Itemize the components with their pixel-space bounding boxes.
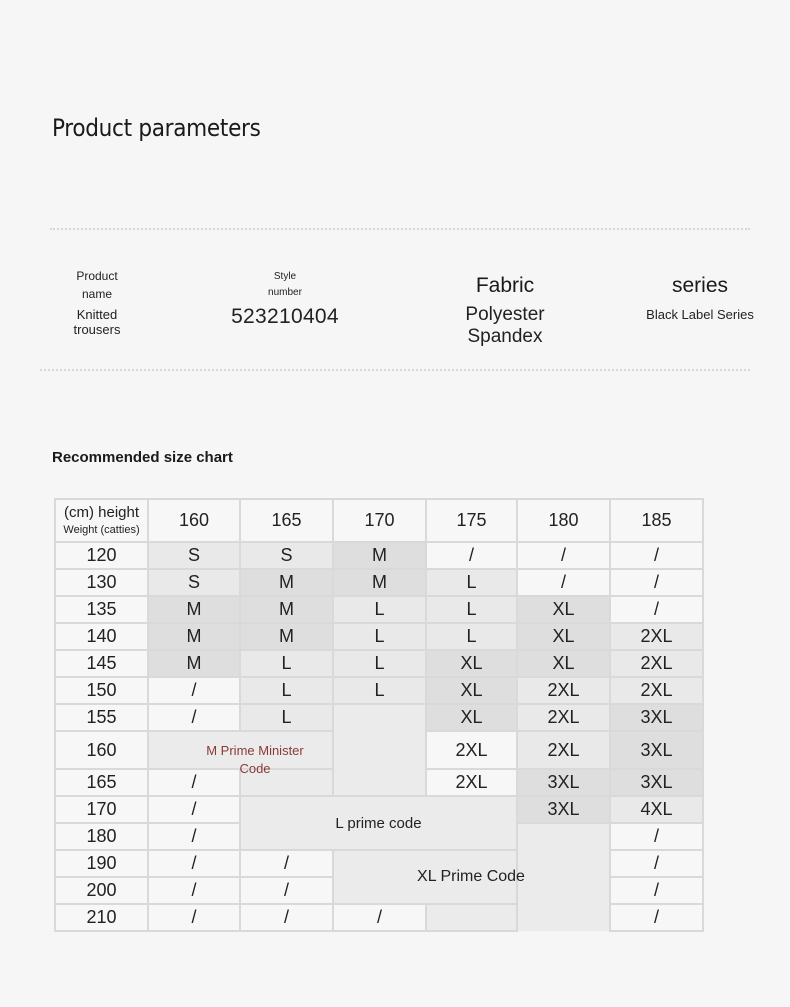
param-style-number xyxy=(230,269,340,329)
size-cell: / xyxy=(148,796,240,823)
series-label: series xyxy=(671,274,729,297)
weight-cell: 170 xyxy=(55,796,148,823)
table-header-row xyxy=(55,499,703,542)
size-cell: S xyxy=(148,542,240,569)
size-cell: 2XL xyxy=(517,677,610,704)
size-cell: / xyxy=(610,569,703,596)
size-cell: L xyxy=(240,677,333,704)
product-name-value: Knitted trousers xyxy=(73,307,121,337)
corner-weight-label: Weight (catties) xyxy=(63,523,140,536)
size-cell: / xyxy=(240,877,333,904)
height-header: 160 xyxy=(148,499,240,542)
size-cell: 4XL xyxy=(610,796,703,823)
size-cell: 2XL xyxy=(426,731,517,769)
height-header: 175 xyxy=(426,499,517,542)
size-cell: 2XL xyxy=(426,769,517,796)
size-cell: S xyxy=(240,542,333,569)
size-cell: L xyxy=(240,704,333,731)
size-cell: XL xyxy=(426,650,517,677)
size-cell: M xyxy=(333,542,426,569)
table-row xyxy=(55,569,703,596)
size-cell: XL xyxy=(426,704,517,731)
size-cell: 2XL xyxy=(610,623,703,650)
size-cell: / xyxy=(426,542,517,569)
fabric-label: Fabric xyxy=(475,274,535,297)
size-cell: M xyxy=(240,623,333,650)
size-chart-title: Recommended size chart xyxy=(52,449,233,466)
param-fabric xyxy=(430,274,580,348)
series-value: Black Label Series xyxy=(646,307,754,322)
xl-prime-zone-label xyxy=(333,850,525,904)
size-cell: XL xyxy=(517,650,610,677)
size-cell: M xyxy=(240,596,333,623)
param-series xyxy=(645,274,755,322)
size-cell: / xyxy=(610,596,703,623)
size-cell: L xyxy=(333,677,426,704)
weight-cell: 140 xyxy=(55,623,148,650)
weight-cell: 120 xyxy=(55,542,148,569)
size-cell: XL xyxy=(517,623,610,650)
size-cell: / xyxy=(517,542,610,569)
size-cell: 3XL xyxy=(610,731,703,769)
m-prime-zone-label xyxy=(148,731,333,776)
weight-cell: 145 xyxy=(55,650,148,677)
divider-top xyxy=(50,228,750,230)
size-cell: / xyxy=(240,904,333,931)
weight-cell: 160 xyxy=(55,731,148,769)
size-cell: / xyxy=(610,542,703,569)
size-cell: L xyxy=(333,650,426,677)
weight-cell: 165 xyxy=(55,769,148,796)
table-row xyxy=(55,542,703,569)
size-chart-table xyxy=(54,498,704,932)
weight-cell: 135 xyxy=(55,596,148,623)
height-header: 165 xyxy=(240,499,333,542)
size-cell: 2XL xyxy=(517,704,610,731)
size-cell: M xyxy=(148,650,240,677)
size-cell: L xyxy=(333,623,426,650)
xl-prime-zone xyxy=(426,904,517,931)
size-cell: / xyxy=(148,850,240,877)
weight-cell: 130 xyxy=(55,569,148,596)
size-cell: M xyxy=(333,569,426,596)
table-row xyxy=(55,704,703,731)
weight-cell: 200 xyxy=(55,877,148,904)
size-cell: / xyxy=(610,904,703,931)
weight-cell: 150 xyxy=(55,677,148,704)
size-cell: L xyxy=(426,569,517,596)
size-cell: 2XL xyxy=(517,731,610,769)
size-cell: S xyxy=(148,569,240,596)
size-cell: L xyxy=(333,596,426,623)
table-row xyxy=(55,796,703,823)
style-number-label-2: number xyxy=(268,287,302,298)
size-cell: 3XL xyxy=(610,704,703,731)
l-prime-zone xyxy=(240,796,517,850)
weight-cell: 155 xyxy=(55,704,148,731)
fabric-value: Polyester Spandex xyxy=(465,304,545,347)
table-row xyxy=(55,650,703,677)
l-prime-label: L prime code xyxy=(335,814,422,832)
corner-height-label: (cm) height xyxy=(63,504,140,522)
size-cell: M xyxy=(148,596,240,623)
table-row xyxy=(55,596,703,623)
size-cell: 3XL xyxy=(517,769,610,796)
size-cell: / xyxy=(148,769,240,796)
size-cell: / xyxy=(610,877,703,904)
xl-prime-label: XL Prime Code xyxy=(417,868,525,885)
page-title: Product parameters xyxy=(52,114,261,142)
height-header: 180 xyxy=(517,499,610,542)
m-prime-zone xyxy=(333,704,426,796)
size-cell: / xyxy=(610,823,703,850)
weight-cell: 210 xyxy=(55,904,148,931)
size-cell: L xyxy=(240,650,333,677)
size-cell: 2XL xyxy=(610,650,703,677)
weight-cell: 190 xyxy=(55,850,148,877)
size-cell: / xyxy=(148,704,240,731)
product-name-label-1: Product xyxy=(76,269,118,283)
size-cell: / xyxy=(333,904,426,931)
size-cell: / xyxy=(148,904,240,931)
height-header: 170 xyxy=(333,499,426,542)
table-row xyxy=(55,623,703,650)
size-cell: / xyxy=(148,877,240,904)
divider-bottom xyxy=(40,369,750,371)
size-cell: L xyxy=(426,596,517,623)
size-cell: L xyxy=(426,623,517,650)
style-number-value: 523210404 xyxy=(231,305,339,328)
size-cell: 3XL xyxy=(517,796,610,823)
size-cell: 3XL xyxy=(610,769,703,796)
size-cell: 2XL xyxy=(610,677,703,704)
size-cell: XL xyxy=(426,677,517,704)
size-cell: / xyxy=(610,850,703,877)
size-cell: / xyxy=(240,850,333,877)
weight-cell: 180 xyxy=(55,823,148,850)
size-cell: M xyxy=(240,569,333,596)
size-cell: / xyxy=(148,677,240,704)
product-name-label-2: name xyxy=(81,287,113,301)
m-prime-line-2: Code xyxy=(239,761,271,776)
size-cell: / xyxy=(517,569,610,596)
style-number-label-1: Style xyxy=(273,271,297,282)
size-cell: / xyxy=(148,823,240,850)
param-product-name xyxy=(52,267,142,337)
corner-cell xyxy=(55,499,148,542)
m-prime-line-1: M Prime Minister xyxy=(206,743,304,758)
size-cell: M xyxy=(148,623,240,650)
size-cell: XL xyxy=(517,596,610,623)
height-header: 185 xyxy=(610,499,703,542)
table-row xyxy=(55,677,703,704)
